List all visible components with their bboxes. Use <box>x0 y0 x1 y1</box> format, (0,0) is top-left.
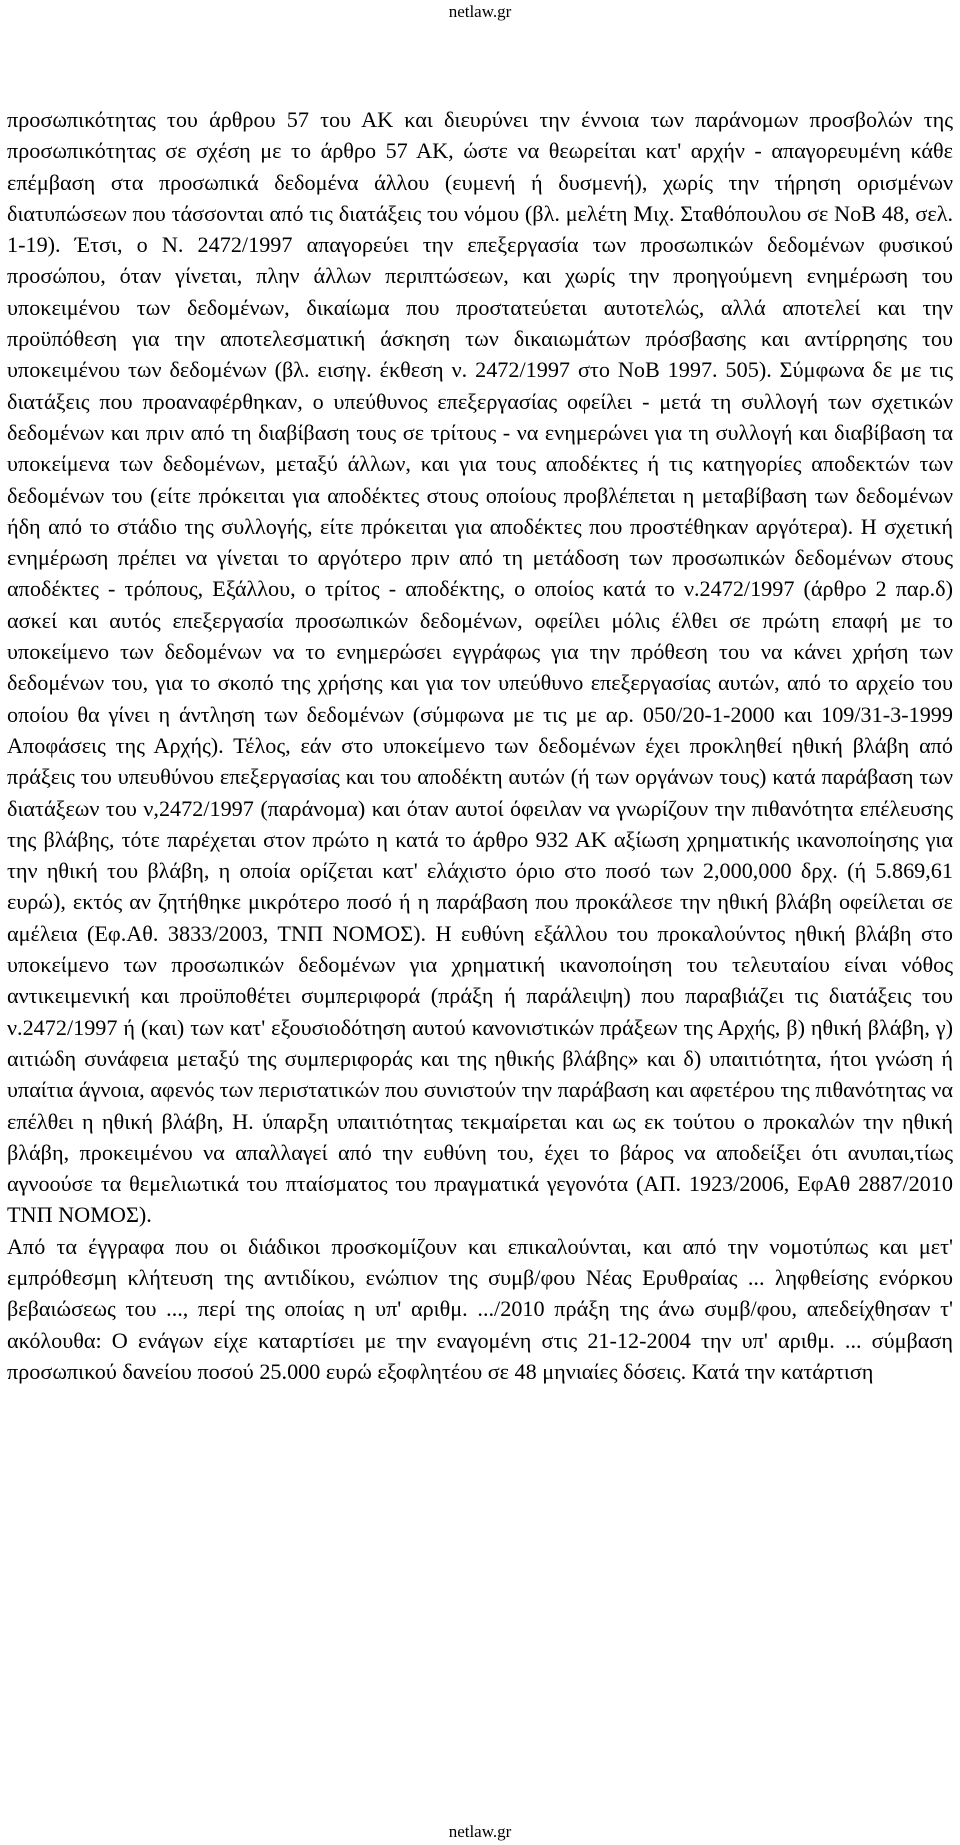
paragraph-1: προσωπικότητας του άρθρου 57 του ΑΚ και διευρύνει την έννοια των παράνομων προσβολών της προσωπικότητας σε σχέση με το άρθρο 57 ΑΚ, ώστε να θεωρείται κατ' αρχήν - απαγορευμένη κάθε επέμβαση στα προσωπικά δεδομένα άλλου (ευμενή ή δυσμενή), χωρίς την τήρηση ορισμένων διατυπώσεων που τάσσονται από τις διατάξεις του νόμου (βλ. μελέτη Μιχ. Σταθόπουλου σε ΝοΒ 48, σελ. 1-19). Έτσι, ο Ν. 2472/1997 απαγορεύει την επεξεργασία των προσωπικών δεδομένων φυσικού προσώπου, όταν γίνεται, πλην άλλων περιπτώσεων, και χωρίς την προηγούμενη ενημέρωση του υποκειμένου των δεδομένων, δικαίωμα που προστατεύεται αυτοτελώς, αλλά αποτελεί και την προϋπόθεση για την αποτελεσματική άσκηση των δικαιωμάτων πρόσβασης και αντίρρησης του υποκειμένου των δεδομένων (βλ. εισηγ. έκθεση ν. 2472/1997 στο ΝοΒ 1997. 505). Σύμφωνα δε με τις διατάξεις που προαναφέρθηκαν, ο υπεύθυνος επεξεργασίας οφείλει - μετά τη συλλογή των σχετικών δεδομένων και πριν από τη διαβίβαση τους σε τρίτους - να ενημερώνει για τη συλλογή και διαβίβαση τα υποκείμενα των δεδομένων, μεταξύ άλλων, και για τους αποδέκτες ή τις κατηγορίες αποδεκτών των δεδομένων του (είτε πρόκειται για αποδέκτες στους οποίους προβλέπεται η μεταβίβαση των δεδομένων ήδη από το στάδιο της συλλογής, είτε πρόκειται για αποδέκτες που προστέθηκαν αργότερα). Η σχετική ενημέρωση πρέπει να γίνεται το αργότερο πριν από τη μετάδοση των προσωπικών δεδομένων στους αποδέκτες - τρόπους, Εξάλλου, ο τρίτος - αποδέκτης, ο οποίος κατά το ν.2472/1997 (άρθρο 2 παρ.δ) ασκεί και αυτός επεξεργασία προσωπικών δεδομένων, οφείλει μόλις έλθει σε πρώτη επαφή με το υποκείμενο των δεδομένων να το ενημερώσει εγγράφως για την πρόθεση του να κάνει χρήση των δεδομένων του, για το σκοπό της χρήσης και για τον υπεύθυνο επεξεργασίας αυτών, από το αρχείο του οποίου θα γίνει η άντληση των δεδομένων (σύμφωνα με τις με αρ. 050/20-1-2000 και 109/31-3-1999 Αποφάσεις της Αρχής). Τέλος, εάν στο υποκείμενο των δεδομένων έχει προκληθεί ηθική βλάβη από πράξεις του υπευθύνου επεξεργασίας και του αποδέκτη αυτών (ή των οργάνων τους) κατά παράβαση των διατάξεων του ν,2472/1997 (παράνομα) και όταν αυτοί όφειλαν να γνωρίζουν την πιθανότητα επέλευσης της βλάβης, τότε παρέχεται στον πρώτο η κατά το άρθρο 932 ΑΚ αξίωση χρηματικής ικανοποίησης για την ηθική του βλάβη, η οποία ορίζεται κατ' ελάχιστο όριο στο ποσό των 2,000,000 δρχ. (ή 5.869,61 ευρώ), εκτός αν ζητήθηκε μικρότερο ποσό ή η παράβαση που προκάλεσε την ηθική βλάβη οφείλεται σε αμέλεια (Εφ.Αθ. 3833/2003, ΤΝΠ ΝΟΜΟΣ). Η ευθύνη εξάλλου του προκαλούντος ηθική βλάβη στο υποκείμενο των προσωπικών δεδομένων για χρηματική ικανοποίηση του τελευταίου είναι νόθος αντικειμενική και προϋποθέτει συμπεριφορά (πράξη ή παράλειψη) που παραβιάζει τις διατάξεις του ν.2472/1997 ή (και) των κατ' εξουσιοδότηση αυτού κανονιστικών πράξεων της Αρχής, β) ηθική βλάβη, γ) αιτιώδη συνάφεια μεταξύ της συμπεριφοράς και της ηθικής βλάβης» και δ) υπαιτιότητα, ήτοι γνώση ή υπαίτια άγνοια, αφενός των περιστατικών που συνιστούν την παράβαση και αφετέρου της πιθανότητας να επέλθει η ηθική βλάβη, Η. ύπαρξη υπαιτιότητας τεκμαίρεται και ως εκ τούτου ο προκαλών την ηθική βλάβη, προκειμένου να απαλλαγεί από την ευθύνη του, έχει το βάρος να αποδείξει ότι ανυπαι,τίως αγνοούσε τα θεμελιωτικά του πταίσματος του πραγματικά γεγονότα (ΑΠ. 1923/2006, ΕφΑθ 2887/2010 ΤΝΠ ΝΟΜΟΣ). <box>7 107 953 1228</box>
document-body <box>7 104 953 1387</box>
page-header-site: netlaw.gr <box>448 2 512 21</box>
paragraph-2: Από τα έγγραφα που οι διάδικοι προσκομίζουν και επικαλούνται, και από την νομοτύπως και μετ' εμπρόθεσμη κλήτευση της αντιδίκου, ενώπιον της συμβ/φου Νέας Ερυθραίας ... ληφθείσης ενόρκου βεβαιώσεως του ..., περί της οποίας η υπ' αριθμ. .../2010 πράξη της άνω συμβ/φου, απεδείχθησαν τ' ακόλουθα: Ο ενάγων είχε καταρτίσει με την εναγομένη στις 21-12-2004 την υπ' αριθμ. ... σύμβαση προσωπικού δανείου ποσού 25.000 ευρώ εξοφλητέου σε 48 μηνιαίες δόσεις. Κατά την κατάρτιση <box>7 1233 953 1384</box>
page-footer-site: netlaw.gr <box>448 1822 512 1841</box>
